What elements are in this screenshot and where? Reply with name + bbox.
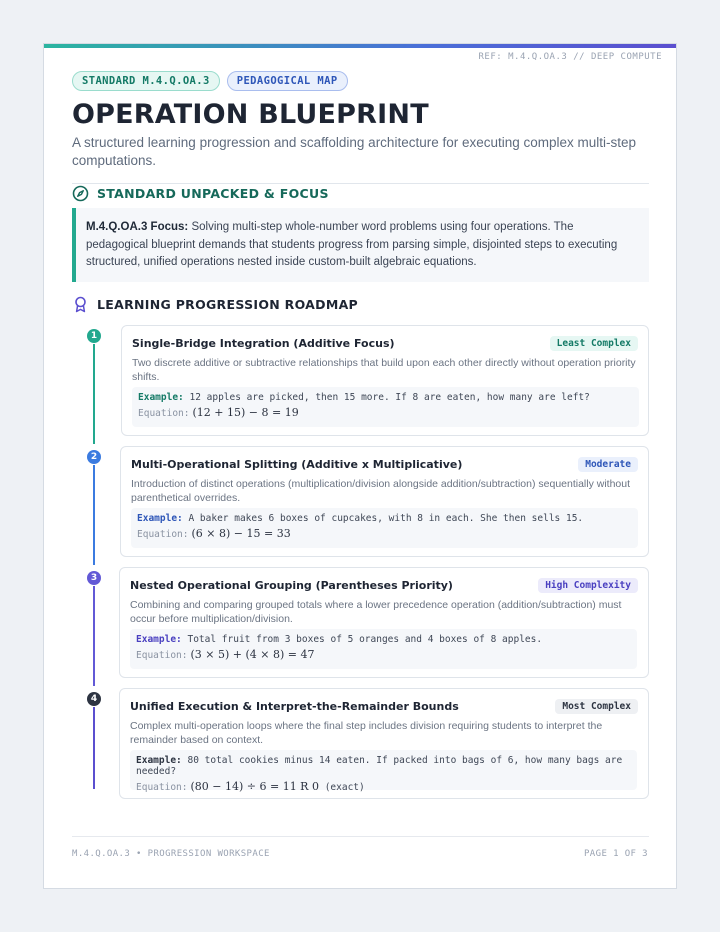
- reference-code: REF: M.4.Q.OA.3 // DEEP COMPUTE: [478, 52, 662, 62]
- equation-note: (exact): [318, 782, 365, 793]
- progression-card-1: [121, 325, 649, 436]
- equation-label: Equation:: [136, 650, 188, 661]
- example-text: A baker makes 6 boxes of cupcakes, with 8 in each. She then sells 15.: [182, 513, 584, 524]
- header-divider: [72, 183, 649, 184]
- page-title: OPERATION BLUEPRINT: [72, 99, 429, 130]
- example-box: [131, 508, 638, 548]
- equation-label: Equation:: [138, 408, 190, 419]
- complexity-badge: Least Complex: [550, 336, 638, 351]
- progression-card-4: [119, 688, 649, 799]
- card-title: Single-Bridge Integration (Additive Focus): [132, 337, 395, 350]
- example-box: [130, 629, 637, 669]
- focus-heading-text: STANDARD UNPACKED & FOCUS: [97, 186, 329, 201]
- focus-callout: [72, 208, 649, 282]
- pedagogical-map-tag: PEDAGOGICAL MAP: [227, 71, 348, 91]
- document-page: [43, 43, 677, 889]
- footer-divider: [72, 836, 649, 837]
- progression-card-3: [119, 567, 649, 678]
- equation: (3 × 5) + (4 × 8) = 47: [190, 648, 315, 661]
- card-title: Nested Operational Grouping (Parentheses Priority): [130, 579, 453, 592]
- card-description: Two discrete additive or subtractive relationships that build upon each other directly without operation priority shifts.: [132, 357, 636, 383]
- timeline-segment-2: [93, 465, 95, 565]
- example-label: Example:: [136, 755, 182, 766]
- equation-label: Equation:: [137, 529, 189, 540]
- page-number: PAGE 1 OF 3: [583, 849, 648, 859]
- card-description: Complex multi-operation loops where the final step includes division requiring students to interpret the remainder based on context.: [130, 720, 603, 746]
- roadmap-heading-text: LEARNING PROGRESSION ROADMAP: [97, 297, 358, 312]
- example-label: Example:: [136, 634, 182, 645]
- example-box: [130, 750, 637, 793]
- standard-tag: STANDARD M.4.Q.OA.3: [72, 71, 220, 91]
- step-node-1: 1: [87, 329, 101, 343]
- equation-label: Equation:: [136, 782, 188, 793]
- focus-text: Solving multi-step whole-number word problems using four operations. The pedagogical blueprint demands that students progress from parsing simple, disjointed steps to executing structured, unified operations nested inside custom-built algebraic equations.: [86, 221, 618, 268]
- example-box: [132, 387, 639, 427]
- example-label: Example:: [138, 392, 184, 403]
- focus-section-heading: [72, 185, 329, 202]
- award-ribbon-icon: [72, 296, 89, 313]
- tag-group: [72, 71, 348, 91]
- timeline-segment-4: [93, 707, 95, 789]
- timeline-segment-3: [93, 586, 95, 686]
- accent-bar: [44, 44, 676, 48]
- compass-icon: [72, 185, 89, 202]
- example-text: 80 total cookies minus 14 eaten. If packed into bags of 6, how many bags are needed?: [136, 755, 623, 777]
- card-description: Introduction of distinct operations (multiplication/division alongside addition/subtraction) sequentially without parenthetical overrides.: [131, 478, 631, 504]
- card-title: Multi-Operational Splitting (Additive x Multiplicative): [131, 458, 463, 471]
- focus-label: M.4.Q.OA.3 Focus:: [86, 221, 189, 233]
- card-description: Combining and comparing grouped totals where a lower precedence operation (addition/subtraction) must occur before multiplication/division.: [130, 599, 622, 625]
- roadmap-section-heading: [72, 296, 358, 313]
- equation: (6 × 8) − 15 = 33: [191, 527, 291, 540]
- timeline-segment-1: [93, 344, 95, 444]
- footer-left: M.4.Q.OA.3 • PROGRESSION WORKSPACE: [72, 849, 270, 859]
- example-label: Example:: [137, 513, 183, 524]
- step-node-2: 2: [87, 450, 101, 464]
- card-title: Unified Execution & Interpret-the-Remainder Bounds: [130, 700, 459, 713]
- example-text: 12 apples are picked, then 15 more. If 8 are eaten, how many are left?: [183, 392, 590, 403]
- complexity-badge: Most Complex: [555, 699, 638, 714]
- step-node-3: 3: [87, 571, 101, 585]
- complexity-badge: High Complexity: [538, 578, 638, 593]
- page-subtitle: A structured learning progression and scaffolding architecture for executing complex multi-step computations.: [72, 135, 637, 168]
- progression-card-2: [120, 446, 649, 557]
- step-node-4: 4: [87, 692, 101, 706]
- complexity-badge: Moderate: [578, 457, 638, 472]
- equation: (12 + 15) − 8 = 19: [192, 406, 299, 419]
- equation: (80 − 14) ÷ 6 = 11 R 0: [190, 780, 319, 793]
- example-text: Total fruit from 3 boxes of 5 oranges and 4 boxes of 8 apples.: [181, 634, 543, 645]
